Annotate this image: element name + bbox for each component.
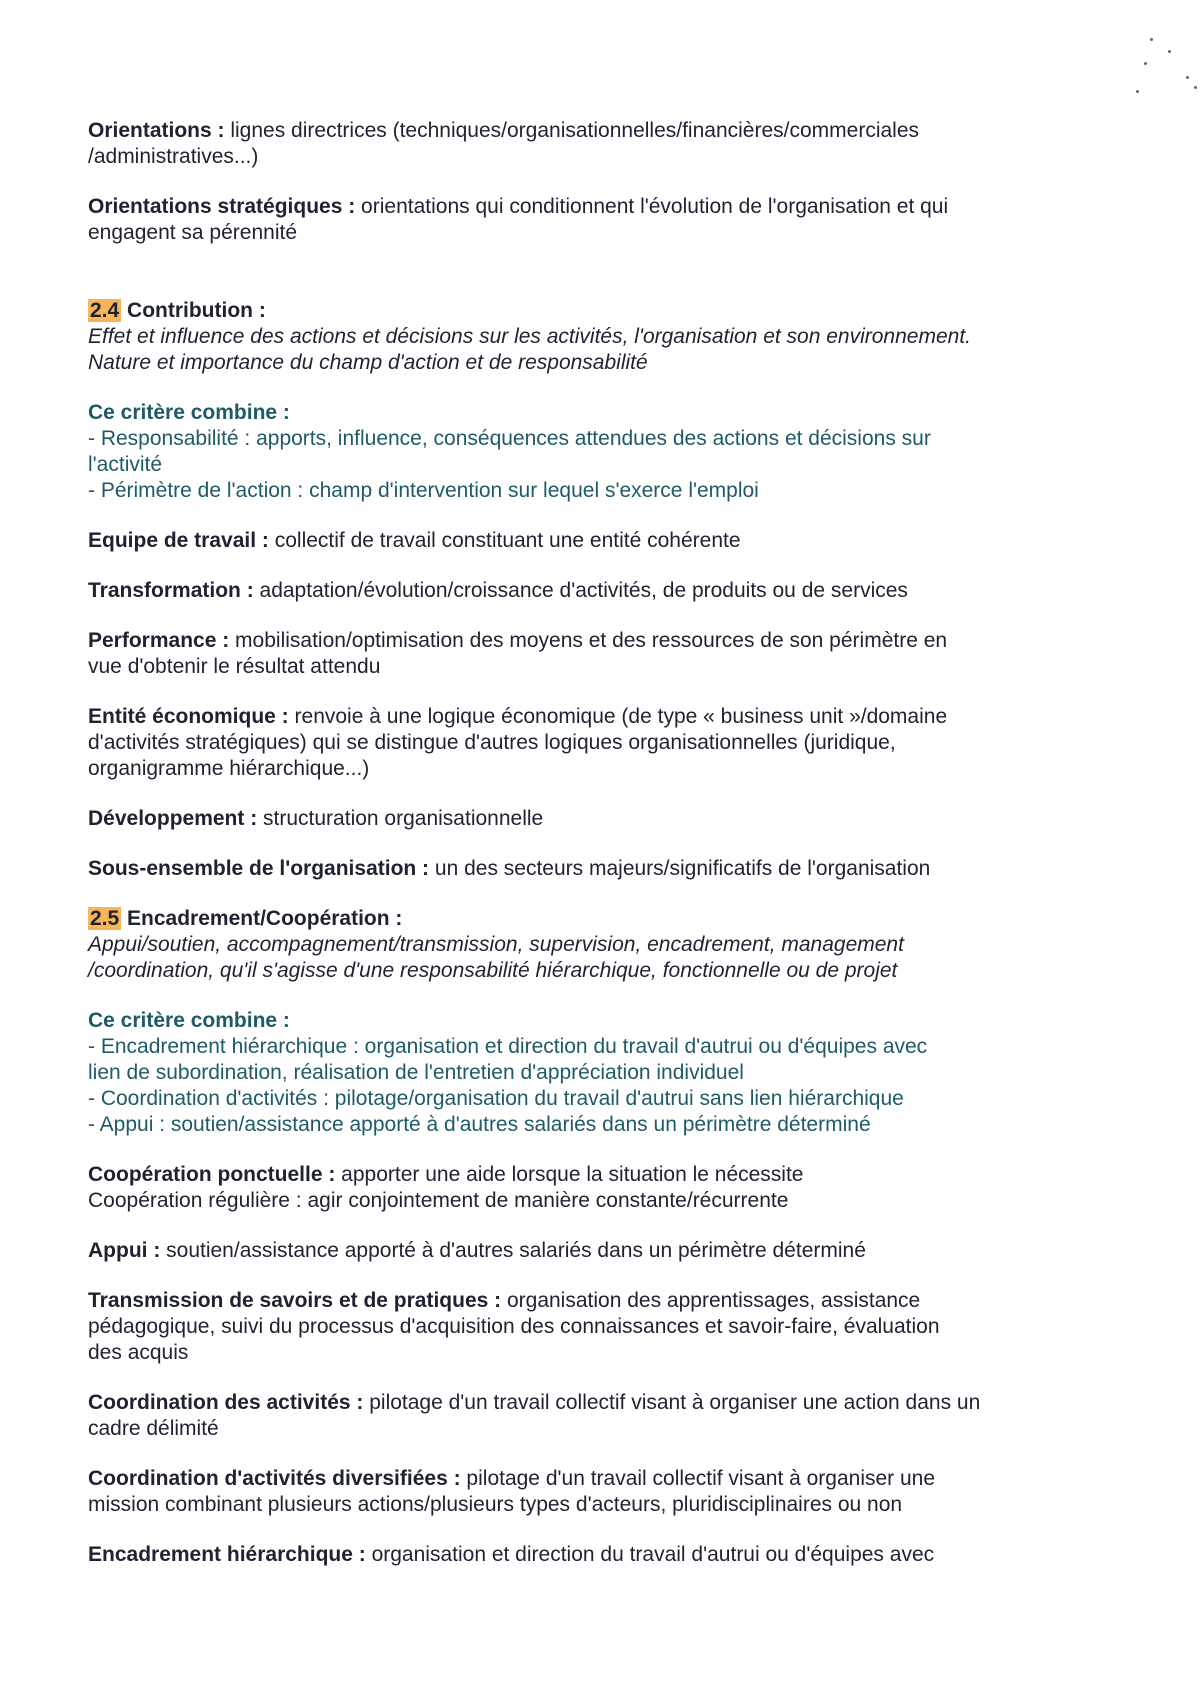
definition-cooperation bbox=[88, 1162, 1128, 1214]
criteria-item: l'activité bbox=[88, 453, 163, 476]
section-description: Appui/soutien, accompagnement/transmission, supervision, encadrement, management bbox=[88, 933, 904, 956]
criteria-heading: Ce critère combine : bbox=[88, 1009, 290, 1032]
term: Entité économique : bbox=[88, 705, 289, 728]
term: Equipe de travail : bbox=[88, 529, 269, 552]
term: Coordination des activités : bbox=[88, 1391, 364, 1414]
section-description: /coordination, qu'il s'agisse d'une responsabilité hiérarchique, fonctionnelle ou de projet bbox=[88, 959, 898, 982]
definition-text: pilotage d'un travail collectif visant à organiser une action dans un bbox=[363, 1391, 981, 1414]
definition-text: orientations qui conditionnent l'évolution de l'organisation et qui bbox=[355, 195, 949, 218]
definition-text: mission combinant plusieurs actions/plusieurs types d'acteurs, pluridisciplinaires ou non bbox=[88, 1493, 903, 1516]
definition-entry bbox=[88, 1238, 1128, 1264]
scan-specks bbox=[1080, 0, 1200, 100]
definition-orientations bbox=[88, 118, 1128, 170]
definition-text: apporter une aide lorsque la situation le nécessite bbox=[335, 1163, 804, 1186]
definition-entry bbox=[88, 856, 1128, 882]
section-description: Effet et influence des actions et décisions sur les activités, l'organisation et son environnement. bbox=[88, 325, 971, 348]
section-heading-2-5 bbox=[88, 906, 1128, 984]
definition-entry bbox=[88, 806, 1128, 832]
term: Coopération ponctuelle : bbox=[88, 1163, 336, 1186]
definition-text: renvoie à une logique économique (de type « business unit »/domaine bbox=[288, 705, 948, 728]
term: Transformation : bbox=[88, 579, 254, 602]
definition-text: collectif de travail constituant une entité cohérente bbox=[268, 529, 741, 552]
definition-entry bbox=[88, 1542, 1128, 1568]
definition-text: pédagogique, suivi du processus d'acquisition des connaissances et savoir-faire, évaluation bbox=[88, 1315, 940, 1338]
definition-entry bbox=[88, 1390, 1128, 1442]
term: Orientations : bbox=[88, 119, 225, 142]
definition-text: cadre délimité bbox=[88, 1417, 219, 1440]
criteria-2-5 bbox=[88, 1008, 1128, 1138]
term: Encadrement hiérarchique : bbox=[88, 1543, 366, 1566]
definition-text: adaptation/évolution/croissance d'activités, de produits ou de services bbox=[253, 579, 908, 602]
term: Orientations stratégiques : bbox=[88, 195, 356, 218]
term: Transmission de savoirs et de pratiques : bbox=[88, 1289, 502, 1312]
definition-text: organigramme hiérarchique...) bbox=[88, 757, 370, 780]
definition-text: vue d'obtenir le résultat attendu bbox=[88, 655, 381, 678]
definition-text: engagent sa pérennité bbox=[88, 221, 298, 244]
definition-entry bbox=[88, 704, 1128, 782]
term: Performance : bbox=[88, 629, 230, 652]
term: Sous-ensemble de l'organisation : bbox=[88, 857, 430, 880]
definition-text: /administratives...) bbox=[88, 145, 259, 168]
term: Développement : bbox=[88, 807, 258, 830]
definition-text: Coopération régulière : agir conjointement de manière constante/récurrente bbox=[88, 1189, 789, 1212]
definitions-2-4 bbox=[88, 528, 1128, 906]
document-content bbox=[88, 118, 1128, 1592]
definition-text: pilotage d'un travail collectif visant à organiser une bbox=[460, 1467, 936, 1490]
criteria-2-4 bbox=[88, 400, 1128, 504]
definition-text: des acquis bbox=[88, 1341, 189, 1364]
term: Coordination d'activités diversifiées : bbox=[88, 1467, 461, 1490]
definition-text: organisation des apprentissages, assistance bbox=[501, 1289, 921, 1312]
term: Appui : bbox=[88, 1239, 161, 1262]
criteria-item: - Appui : soutien/assistance apporté à d'autres salariés dans un périmètre déterminé bbox=[88, 1113, 871, 1136]
definition-orientations-strategiques bbox=[88, 194, 1128, 246]
section-title: Encadrement/Coopération : bbox=[121, 907, 403, 930]
definition-text: mobilisation/optimisation des moyens et des ressources de son périmètre en bbox=[229, 629, 948, 652]
criteria-item: - Coordination d'activités : pilotage/organisation du travail d'autrui sans lien hiérarchique bbox=[88, 1087, 904, 1110]
definition-text: lignes directrices (techniques/organisationnelles/financières/commerciales bbox=[224, 119, 920, 142]
definition-entry bbox=[88, 1288, 1128, 1366]
definition-entry bbox=[88, 528, 1128, 554]
definition-text: un des secteurs majeurs/significatifs de l'organisation bbox=[429, 857, 931, 880]
section-number: 2.5 bbox=[90, 907, 120, 930]
definition-text: soutien/assistance apporté à d'autres salariés dans un périmètre déterminé bbox=[160, 1239, 866, 1262]
definition-text: organisation et direction du travail d'autrui ou d'équipes avec bbox=[365, 1543, 935, 1566]
criteria-item: - Encadrement hiérarchique : organisation et direction du travail d'autrui ou d'équipes avec bbox=[88, 1035, 928, 1058]
definition-entry bbox=[88, 1466, 1128, 1518]
section-heading-2-4 bbox=[88, 298, 1128, 376]
definition-entry bbox=[88, 578, 1128, 604]
section-description: Nature et importance du champ d'action et de responsabilité bbox=[88, 351, 648, 374]
section-number: 2.4 bbox=[90, 299, 120, 322]
section-title: Contribution : bbox=[121, 299, 266, 322]
criteria-item: - Responsabilité : apports, influence, conséquences attendues des actions et décisions sur bbox=[88, 427, 931, 450]
definition-entry bbox=[88, 628, 1128, 680]
criteria-item: - Périmètre de l'action : champ d'intervention sur lequel s'exerce l'emploi bbox=[88, 479, 759, 502]
criteria-item: lien de subordination, réalisation de l'entretien d'appréciation individuel bbox=[88, 1061, 744, 1084]
definition-text: structuration organisationnelle bbox=[257, 807, 544, 830]
definitions-2-5 bbox=[88, 1238, 1128, 1592]
criteria-heading: Ce critère combine : bbox=[88, 401, 290, 424]
definition-text: d'activités stratégiques) qui se distingue d'autres logiques organisationnelles (juridique, bbox=[88, 731, 896, 754]
